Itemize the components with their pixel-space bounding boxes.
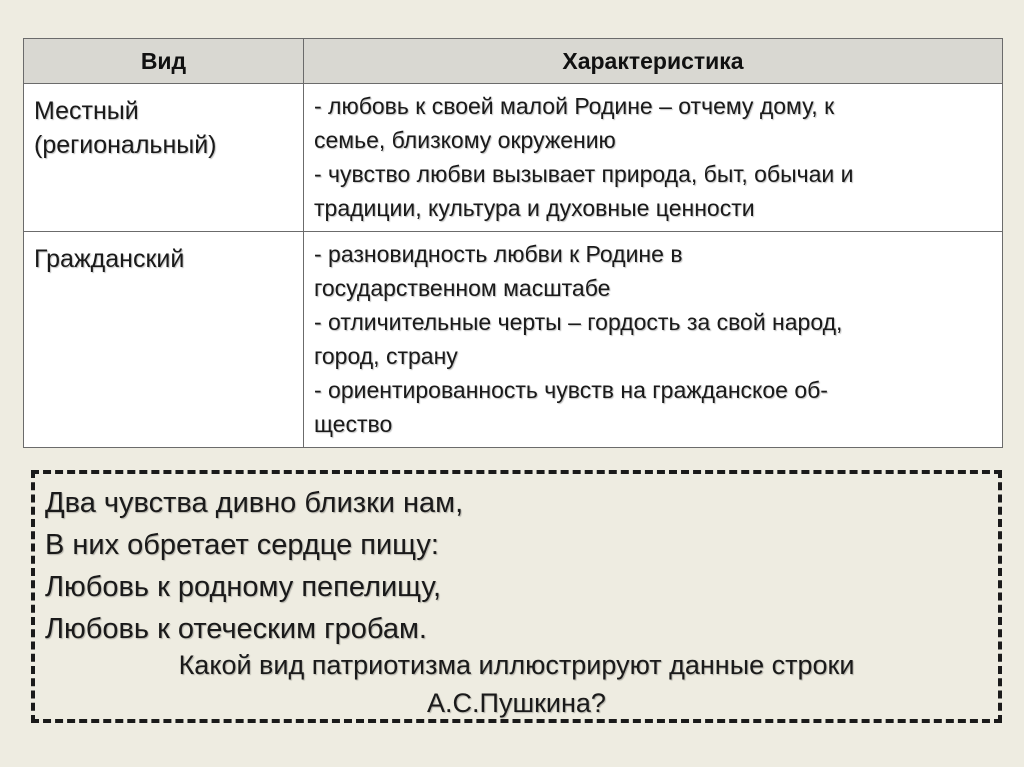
characteristic-line: - чувство любви вызывает природа, быт, обычаи и [314, 161, 854, 187]
poem-line: Любовь к родному пепелищу, [45, 571, 442, 603]
table-header-row [24, 39, 1003, 84]
characteristic-line: - разновидность любви к Родине в [314, 241, 683, 267]
characteristic-line: - любовь к своей малой Родине – отчему дому, к [314, 93, 835, 119]
patriotism-types-table [23, 38, 1003, 448]
characteristic-cell [304, 232, 1003, 448]
characteristic-line: традиции, культура и духовные ценности [314, 195, 755, 221]
type-cell [24, 232, 304, 448]
poem-line: Два чувства дивно близки нам, [45, 487, 464, 519]
characteristic-line: государственном масштабе [314, 275, 611, 301]
header-type: Вид [24, 39, 304, 84]
poem-line: В них обретает сердце пищу: [45, 529, 439, 561]
poem [45, 482, 463, 650]
characteristic-cell [304, 84, 1003, 232]
characteristic-line: семье, близкому окружению [314, 127, 616, 153]
question-line: А.С.Пушкина? [427, 688, 606, 718]
characteristic-line: - ориентированность чувств на гражданское об- [314, 377, 828, 403]
table-row [24, 232, 1003, 448]
type-line: Местный [34, 97, 139, 125]
characteristic-line: город, страну [314, 343, 458, 369]
table-row [24, 84, 1003, 232]
header-characteristic: Характеристика [304, 39, 1003, 84]
type-line: (региональный) [34, 131, 217, 159]
type-cell [24, 84, 304, 232]
poem-line: Любовь к отеческим гробам. [45, 613, 427, 645]
type-line: Гражданский [34, 245, 185, 273]
question-line: Какой вид патриотизма иллюстрируют данные строки [178, 650, 855, 680]
question [35, 646, 998, 722]
characteristic-line: - отличительные черты – гордость за свой народ, [314, 309, 843, 335]
quote-box [31, 470, 1002, 723]
characteristic-line: щество [314, 411, 393, 437]
